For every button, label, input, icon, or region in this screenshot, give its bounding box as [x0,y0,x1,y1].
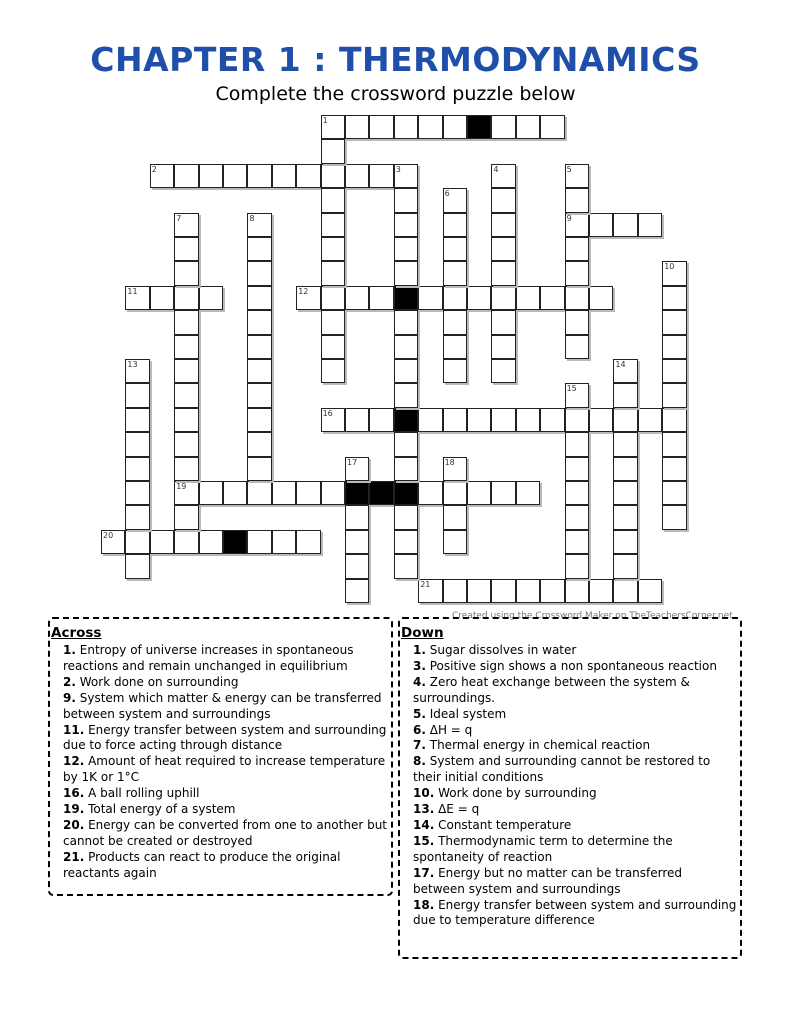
crossword-cell[interactable] [150,286,174,310]
across-clue [63,818,388,850]
crossword-cell[interactable] [150,164,174,188]
clue-number: 4. [413,674,426,689]
clue-number: 11. [63,722,85,737]
down-clues-box [398,617,742,959]
crossword-cell[interactable] [443,286,467,310]
crossword-cell[interactable] [174,335,198,359]
crossword-cell[interactable] [418,481,442,505]
crossword-cell[interactable] [223,164,247,188]
credit-text: Created using the Crossword Maker on TheTeachersCorner.net [452,611,733,621]
crossword-cell[interactable] [565,310,589,334]
clue-number: 11 [127,286,138,296]
down-clue [413,723,737,739]
crossword-cell[interactable] [613,530,637,554]
clue-number: 19. [63,802,85,817]
crossword-cell[interactable] [199,530,223,554]
clue-number: 9. [63,690,76,705]
crossword-cell[interactable] [296,481,320,505]
clue-number: 5. [413,706,426,721]
clue-text: Positive sign shows a non spontaneous reaction [429,658,717,673]
crossword-cell[interactable] [491,359,515,383]
crossword-cell[interactable] [443,188,467,212]
crossword-cell[interactable] [174,261,198,285]
down-clue [413,659,737,675]
clue-text: Entropy of universe increases in spontaneous reactions and remain unchanged in equilibrium [63,643,354,673]
clue-number: 2. [63,674,76,689]
crossword-block-cell [467,115,491,139]
crossword-cell[interactable] [565,335,589,359]
clue-number: 6 [444,189,450,199]
crossword-cell[interactable] [125,286,149,310]
crossword-cell[interactable] [345,164,369,188]
crossword-cell[interactable] [125,530,149,554]
crossword-cell[interactable] [443,213,467,237]
down-clue-list [413,643,737,929]
crossword-cell[interactable] [443,579,467,603]
crossword-cell[interactable] [247,481,271,505]
clue-text: Amount of heat required to increase temperature by 1K or 1°C [63,754,386,785]
clue-number: 1. [413,643,426,657]
clue-number: 2 [151,164,157,174]
crossword-cell[interactable] [247,310,271,334]
crossword-cell[interactable] [345,286,369,310]
crossword-block-cell [345,481,369,505]
crossword-cell[interactable] [345,115,369,139]
crossword-cell[interactable] [491,286,515,310]
crossword-cell[interactable] [662,335,686,359]
clue-number: 12. [63,754,85,769]
clue-text: Constant temperature [438,817,572,832]
crossword-cell[interactable] [467,579,491,603]
crossword-cell[interactable] [467,286,491,310]
crossword-cell[interactable] [345,554,369,578]
clue-number: 14. [413,817,435,832]
crossword-cell[interactable] [174,213,198,237]
crossword-cell[interactable] [394,432,418,456]
clue-number: 16 [322,408,333,418]
crossword-cell[interactable] [394,359,418,383]
crossword-cell[interactable] [443,359,467,383]
crossword-cell[interactable] [540,115,564,139]
crossword-cell[interactable] [613,408,637,432]
crossword-cell[interactable] [296,164,320,188]
crossword-cell[interactable] [662,383,686,407]
crossword-cell[interactable] [443,237,467,261]
crossword-cell[interactable] [443,335,467,359]
crossword-cell[interactable] [491,164,515,188]
crossword-block-cell [394,286,418,310]
crossword-cell[interactable] [491,188,515,212]
crossword-cell[interactable] [174,237,198,261]
crossword-cell[interactable] [247,383,271,407]
crossword-cell[interactable] [540,286,564,310]
crossword-cell[interactable] [296,286,320,310]
crossword-cell[interactable] [613,481,637,505]
crossword-cell[interactable] [565,481,589,505]
crossword-cell[interactable] [272,530,296,554]
clue-text: Sugar dissolves in water [429,643,577,657]
clue-number: 14 [615,360,626,369]
crossword-cell[interactable] [394,335,418,359]
crossword-cell[interactable] [491,579,515,603]
across-clue [63,723,388,755]
crossword-cell[interactable] [443,505,467,529]
crossword-cell[interactable] [321,481,345,505]
clue-text: A ball rolling uphill [88,786,200,801]
crossword-cell[interactable] [565,286,589,310]
down-clue [413,802,737,818]
crossword-cell[interactable] [369,164,393,188]
crossword-cell[interactable] [491,237,515,261]
crossword-cell[interactable] [369,408,393,432]
clue-number: 10. [413,786,435,801]
crossword-cell[interactable] [321,261,345,285]
crossword-cell[interactable] [443,481,467,505]
crossword-cell[interactable] [199,481,223,505]
crossword-cell[interactable] [321,213,345,237]
crossword-cell[interactable] [394,554,418,578]
crossword-cell[interactable] [662,432,686,456]
across-clue [63,802,388,818]
crossword-cell[interactable] [247,335,271,359]
clue-number: 17 [347,457,358,467]
clue-text: Work done by surrounding [438,786,597,801]
crossword-cell[interactable] [321,310,345,334]
down-clue [413,834,737,866]
crossword-cell[interactable] [321,335,345,359]
clue-number: 21. [63,849,85,864]
clue-number: 13 [127,360,138,369]
crossword-cell[interactable] [638,579,662,603]
crossword-cell[interactable] [540,408,564,432]
crossword-cell[interactable] [321,408,345,432]
crossword-cell[interactable] [321,115,345,139]
crossword-cell[interactable] [174,286,198,310]
clue-text: Thermodynamic term to determine the spontaneity of reaction [413,833,673,864]
clue-text: System which matter & energy can be transferred between system and surroundings [63,690,382,721]
crossword-cell[interactable] [247,530,271,554]
across-heading: Across [51,625,102,641]
down-clue [413,818,737,834]
clue-number: 15 [566,384,577,394]
clue-number: 1 [322,116,328,125]
across-clue [63,850,388,882]
crossword-cell[interactable] [125,432,149,456]
crossword-cell[interactable] [174,164,198,188]
crossword-block-cell [223,530,247,554]
clue-number: 17. [413,865,435,880]
crossword-cell[interactable] [174,408,198,432]
crossword-cell[interactable] [565,554,589,578]
crossword-cell[interactable] [321,139,345,163]
down-clue [413,898,737,930]
crossword-cell[interactable] [394,188,418,212]
crossword-cell[interactable] [565,237,589,261]
crossword-cell[interactable] [491,408,515,432]
across-clue [63,786,388,802]
crossword-cell[interactable] [394,457,418,481]
crossword-cell[interactable] [565,457,589,481]
crossword-cell[interactable] [565,213,589,237]
crossword-cell[interactable] [272,481,296,505]
crossword-cell[interactable] [443,457,467,481]
crossword-cell[interactable] [491,335,515,359]
crossword-cell[interactable] [394,213,418,237]
crossword-cell[interactable] [589,286,613,310]
crossword-cell[interactable] [125,457,149,481]
crossword-cell[interactable] [345,579,369,603]
crossword-cell[interactable] [321,237,345,261]
crossword-cell[interactable] [516,579,540,603]
crossword-cell[interactable] [174,530,198,554]
crossword-cell[interactable] [443,115,467,139]
crossword-cell[interactable] [321,164,345,188]
crossword-cell[interactable] [516,286,540,310]
clue-text: Thermal energy in chemical reaction [429,738,651,753]
clue-number: 21 [420,579,431,589]
crossword-cell[interactable] [125,481,149,505]
crossword-cell[interactable] [247,432,271,456]
crossword-cell[interactable] [565,432,589,456]
page-subtitle: Complete the crossword puzzle below [215,83,576,105]
down-clue [413,707,737,723]
clue-number: 3. [413,658,426,673]
crossword-cell[interactable] [247,286,271,310]
crossword-cell[interactable] [101,530,125,554]
crossword-cell[interactable] [613,432,637,456]
crossword-cell[interactable] [394,261,418,285]
crossword-cell[interactable] [418,408,442,432]
clue-text: Zero heat exchange between the system & surroundings. [413,674,690,705]
crossword-cell[interactable] [174,359,198,383]
crossword-cell[interactable] [125,359,149,383]
across-clues-box [48,617,393,896]
crossword-cell[interactable] [443,408,467,432]
crossword-cell[interactable] [638,213,662,237]
crossword-block-cell [394,481,418,505]
down-clue [413,643,737,659]
crossword-cell[interactable] [491,213,515,237]
crossword-cell[interactable] [394,383,418,407]
down-clue [413,738,737,754]
clue-number: 20 [103,530,114,540]
crossword-block-cell [394,408,418,432]
crossword-cell[interactable] [491,261,515,285]
crossword-cell[interactable] [565,530,589,554]
crossword-cell[interactable] [150,530,174,554]
clue-number: 5 [566,164,572,174]
crossword-cell[interactable] [174,432,198,456]
crossword-cell[interactable] [565,261,589,285]
crossword-cell[interactable] [565,383,589,407]
crossword-cell[interactable] [565,505,589,529]
crossword-cell[interactable] [174,457,198,481]
crossword-cell[interactable] [394,310,418,334]
across-clue [63,643,388,675]
crossword-cell[interactable] [613,579,637,603]
crossword-cell[interactable] [272,164,296,188]
clue-text: ΔE = q [438,802,480,817]
crossword-cell[interactable] [662,286,686,310]
clue-number: 16. [63,786,85,801]
crossword-cell[interactable] [394,530,418,554]
crossword-cell[interactable] [418,115,442,139]
crossword-cell[interactable] [467,481,491,505]
clue-number: 8. [413,754,426,769]
crossword-cell[interactable] [199,286,223,310]
crossword-cell[interactable] [662,481,686,505]
clue-text: Energy transfer between system and surrounding due to temperature difference [413,897,737,928]
clue-text: Energy can be converted from one to another but cannot be created or destroyed [63,817,388,848]
clue-number: 7 [176,213,182,223]
clue-text: Energy but no matter can be transferred between system and surroundings [413,865,683,896]
across-clue [63,675,388,691]
crossword-cell[interactable] [247,164,271,188]
crossword-cell[interactable] [247,408,271,432]
crossword-cell[interactable] [247,359,271,383]
crossword-cell[interactable] [565,164,589,188]
crossword-cell[interactable] [321,359,345,383]
crossword-cell[interactable] [613,554,637,578]
clue-number: 15. [413,833,435,848]
crossword-cell[interactable] [662,408,686,432]
crossword-cell[interactable] [174,505,198,529]
crossword-cell[interactable] [125,505,149,529]
crossword-cell[interactable] [662,359,686,383]
clue-text: Ideal system [429,706,507,721]
clue-number: 13. [413,802,435,817]
clue-number: 4 [493,164,499,174]
crossword-cell[interactable] [418,579,442,603]
page-title: CHAPTER 1 : THERMODYNAMICS [90,40,701,79]
crossword-cell[interactable] [199,164,223,188]
down-clue [413,866,737,898]
crossword-cell[interactable] [516,408,540,432]
crossword-cell[interactable] [613,457,637,481]
crossword-cell[interactable] [613,213,637,237]
crossword-cell[interactable] [345,505,369,529]
crossword-cell[interactable] [516,481,540,505]
crossword-cell[interactable] [247,237,271,261]
clue-text: Total energy of a system [88,802,236,817]
across-clue [63,691,388,723]
clue-number: 9 [566,213,572,223]
crossword-block-cell [369,481,393,505]
crossword-cell[interactable] [540,579,564,603]
crossword-cell[interactable] [613,359,637,383]
crossword-cell[interactable] [662,505,686,529]
crossword-cell[interactable] [174,383,198,407]
crossword-cell[interactable] [321,286,345,310]
crossword-cell[interactable] [369,286,393,310]
crossword-cell[interactable] [174,481,198,505]
clue-number: 8 [249,213,255,223]
clue-number: 3 [395,164,401,174]
crossword-cell[interactable] [443,261,467,285]
clue-text: ΔH = q [429,722,473,737]
crossword-cell[interactable] [418,286,442,310]
clue-text: Energy transfer between system and surrounding due to force acting through distance [63,722,387,753]
clue-number: 18 [444,457,455,467]
crossword-cell[interactable] [491,115,515,139]
crossword-cell[interactable] [125,383,149,407]
crossword-cell[interactable] [394,237,418,261]
crossword-cell[interactable] [247,213,271,237]
crossword-cell[interactable] [174,310,198,334]
clue-number: 19 [176,482,187,491]
across-clue-list [63,643,388,882]
crossword-cell[interactable] [638,408,662,432]
crossword-cell[interactable] [296,530,320,554]
across-clue [63,754,388,786]
crossword-cell[interactable] [394,505,418,529]
down-clue [413,786,737,802]
crossword-cell[interactable] [613,383,637,407]
crossword-cell[interactable] [247,457,271,481]
crossword-cell[interactable] [565,579,589,603]
down-clue [413,754,737,786]
crossword-cell[interactable] [662,457,686,481]
crossword-cell[interactable] [125,554,149,578]
crossword-cell[interactable] [565,408,589,432]
crossword-cell[interactable] [223,481,247,505]
clue-number: 6. [413,722,426,737]
crossword-cell[interactable] [491,481,515,505]
crossword-cell[interactable] [394,164,418,188]
crossword-cell[interactable] [662,310,686,334]
crossword-cell[interactable] [345,530,369,554]
down-clue [413,675,737,707]
clue-text: System and surrounding cannot be restored to their initial conditions [413,754,711,785]
clue-number: 18. [413,897,435,912]
clue-number: 20. [63,817,85,832]
crossword-cell[interactable] [345,457,369,481]
clue-number: 12 [298,286,309,296]
crossword-cell[interactable] [613,505,637,529]
clue-number: 1. [63,643,76,657]
crossword-cell[interactable] [125,408,149,432]
crossword-cell[interactable] [516,115,540,139]
clue-text: Work done on surrounding [79,674,239,689]
crossword-cell[interactable] [589,579,613,603]
clue-number: 7. [413,738,426,753]
crossword-cell[interactable] [345,408,369,432]
crossword-cell[interactable] [369,115,393,139]
crossword-cell[interactable] [589,408,613,432]
crossword-cell[interactable] [443,530,467,554]
crossword-cell[interactable] [491,310,515,334]
crossword-cell[interactable] [321,188,345,212]
crossword-cell[interactable] [394,115,418,139]
crossword-cell[interactable] [565,188,589,212]
down-heading: Down [401,625,444,641]
crossword-cell[interactable] [443,310,467,334]
crossword-cell[interactable] [589,213,613,237]
crossword-cell[interactable] [247,261,271,285]
clue-number: 10 [664,262,675,272]
crossword-cell[interactable] [467,408,491,432]
clue-text: Products can react to produce the original reactants again [63,849,341,880]
crossword-cell[interactable] [662,261,686,285]
